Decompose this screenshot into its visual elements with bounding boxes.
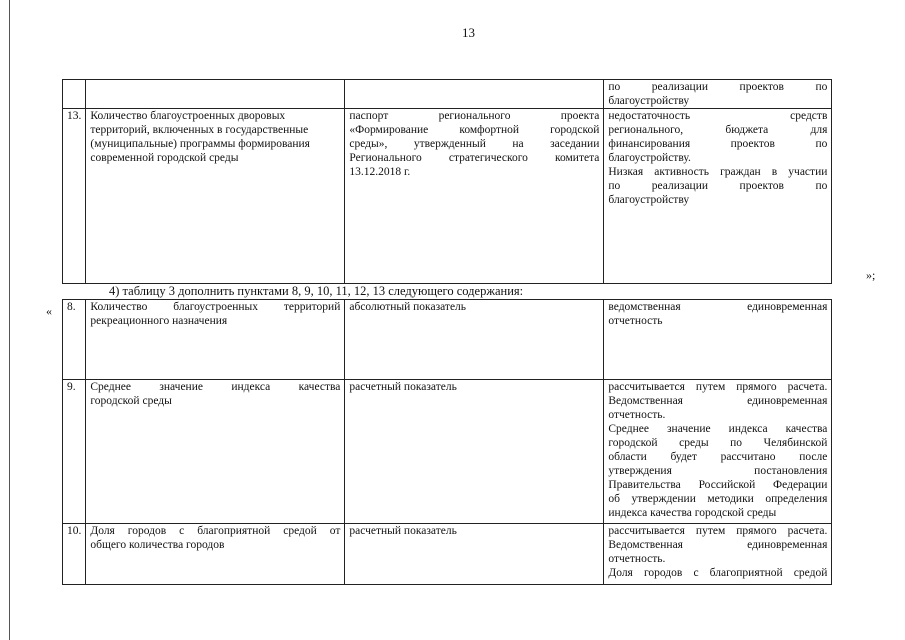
text-line: территорий, включенных в государственные (90, 124, 309, 136)
cell-number (63, 80, 86, 109)
text-line: Количество благоустроенных территорий (90, 301, 341, 313)
page-number: 13 (462, 25, 475, 40)
table-row-9 (63, 380, 832, 524)
table-row-13 (63, 109, 832, 284)
text-line: Низкая активность граждан в участии (608, 166, 828, 178)
text-line: рассчитывается путем прямого расчета. (608, 525, 828, 537)
cell-number: 10. (63, 524, 86, 585)
text-line: отчетность. (608, 553, 666, 565)
table-3-new-rows (62, 299, 832, 585)
text-line: отчетность (608, 315, 663, 327)
text-line: Среднее значение индекса качества (90, 381, 341, 393)
cell-factors (604, 80, 832, 109)
text-line: общего количества городов (90, 539, 225, 551)
cell-number: 13. (63, 109, 86, 284)
text-line: рассчитывается путем прямого расчета. (608, 381, 828, 393)
cell-indicator (86, 109, 345, 284)
cell-method (604, 380, 832, 524)
text-line: Среднее значение индекса качества (608, 423, 828, 435)
cell-indicator-name (86, 524, 345, 585)
text-line: об утверждении методики определения (608, 493, 828, 505)
text-line: городской среды (90, 395, 172, 407)
closing-quote: »; (866, 268, 876, 282)
text-line: паспорт регионального проекта (349, 110, 600, 122)
cell-number: 9. (63, 380, 86, 524)
text-line: области будет рассчитано после (608, 451, 828, 463)
cell-indicator-type: расчетный показатель (345, 380, 604, 524)
text-line: благоустройству. (608, 152, 691, 164)
text-line: Регионального стратегического комитета (349, 152, 600, 164)
text-line: рекреационного назначения (90, 315, 228, 327)
text-line: утверждения постановления (608, 465, 828, 477)
cell-indicator (86, 80, 345, 109)
text-line: Количество благоустроенных дворовых (90, 110, 286, 122)
text-line: финансирования проектов по (608, 138, 828, 150)
indicators-table-continued (62, 79, 832, 284)
text-line: городской среды по Челябинской (608, 437, 828, 449)
cell-method (604, 300, 832, 380)
amendment-instruction: 4) таблицу 3 дополнить пунктами 8, 9, 10, 11, 12, 13 следующего содержания: (109, 284, 524, 298)
text-line: современной городской среды (90, 152, 239, 164)
opening-quote: « (46, 304, 52, 318)
cell-indicator-type: абсолютный показатель (345, 300, 604, 380)
cell-factors (604, 109, 832, 284)
text-line: Ведомственная единовременная (608, 395, 828, 407)
text-line: благоустройству (608, 95, 690, 107)
text-line: (муниципальные) программы формирования (90, 138, 310, 150)
cell-indicator-type: расчетный показатель (345, 524, 604, 585)
cell-basis (345, 109, 604, 284)
cell-number: 8. (63, 300, 86, 380)
text-line: недостаточность средств (608, 110, 828, 122)
text-line: отчетность. (608, 409, 666, 421)
cell-indicator-name (86, 300, 345, 380)
text-line: регионального, бюджета для (608, 124, 828, 136)
text-line: ведомственная единовременная (608, 301, 828, 313)
table-row-continued (63, 80, 832, 109)
text-line: «Формирование комфортной городской (349, 124, 600, 136)
cell-method (604, 524, 832, 585)
text-line: Доля городов с благоприятной средой от (90, 525, 341, 537)
text-line: 13.12.2018 г. (349, 166, 411, 178)
cell-basis (345, 80, 604, 109)
scan-edge-line (9, 0, 10, 640)
text-line: благоустройству (608, 194, 690, 206)
table-row-8 (63, 300, 832, 380)
cell-indicator-name (86, 380, 345, 524)
text-line: Правительства Российской Федерации (608, 479, 828, 491)
table-row-10 (63, 524, 832, 585)
text-line: среды», утвержденный на заседании (349, 138, 600, 150)
text-line: по реализации проектов по (608, 180, 828, 192)
text-line: индекса качества городской среды (608, 507, 777, 519)
text-line: Ведомственная единовременная (608, 539, 828, 551)
text-line: Доля городов с благоприятной средой (608, 567, 828, 579)
text-line: по реализации проектов по (608, 81, 828, 93)
